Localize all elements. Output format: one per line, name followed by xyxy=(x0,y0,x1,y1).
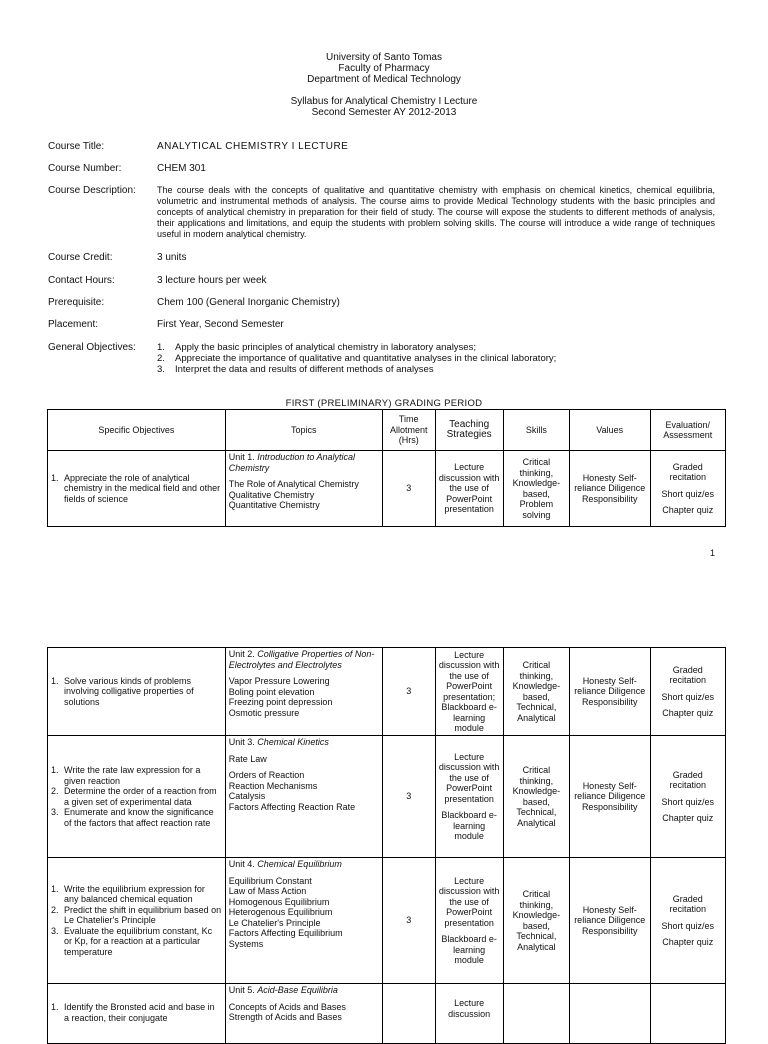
table-row xyxy=(48,736,726,858)
strategies-cell: Lecture discussion with the use of PowerPoint presentation xyxy=(435,451,503,527)
specific-objectives-cell: 1. Appreciate the role of analytical chemistry in the medical field and other fields of science xyxy=(48,451,226,527)
department-name: Department of Medical Technology xyxy=(307,74,461,85)
table-row xyxy=(48,858,726,984)
strategies-cell: Lecture discussion with the use of PowerPoint presentation; Blackboard e-learning module xyxy=(435,648,503,736)
skills-cell: Critical thinking, Knowledge-based, Technical, Analytical xyxy=(503,858,569,984)
placement-label: Placement: xyxy=(48,319,99,330)
time-cell: 3 xyxy=(382,858,435,984)
time-cell: 3 xyxy=(382,451,435,527)
page-number: 1 xyxy=(710,548,716,558)
contact-hours-value: 3 lecture hours per week xyxy=(157,275,267,286)
skills-cell xyxy=(503,984,569,1044)
table-row xyxy=(48,984,726,1044)
skills-cell: Critical thinking, Knowledge-based, Technical, Analytical xyxy=(503,736,569,858)
course-number-label: Course Number: xyxy=(48,163,122,174)
course-description-label: Course Description: xyxy=(48,185,136,196)
table-header-row xyxy=(48,410,726,451)
header-skills: Skills xyxy=(503,410,569,451)
header-topics: Topics xyxy=(225,410,382,451)
evaluation-cell: Graded recitation Short quiz/es Chapter quiz xyxy=(650,736,725,858)
evaluation-cell: Graded recitation Short quiz/es Chapter quiz xyxy=(650,648,725,736)
table-row xyxy=(48,648,726,736)
topics-cell: Unit 3. Chemical Kinetics Rate Law Orders of Reaction Reaction Mechanisms Catalysis Factors Affecting Reaction Rate xyxy=(225,736,382,858)
time-cell xyxy=(382,984,435,1044)
course-title-value: ANALYTICAL CHEMISTRY I LECTURE xyxy=(157,141,349,152)
general-objectives-label: General Objectives: xyxy=(48,342,136,353)
course-number-value: CHEM 301 xyxy=(157,163,206,174)
evaluation-cell: Graded recitation Short quiz/es Chapter quiz xyxy=(650,451,725,527)
grading-period-title: FIRST (PRELIMINARY) GRADING PERIOD xyxy=(285,398,483,409)
prerequisite-label: Prerequisite: xyxy=(48,297,105,308)
prerequisite-value: Chem 100 (General Inorganic Chemistry) xyxy=(157,297,340,308)
strategies-cell: Lecture discussion with the use of PowerPoint presentation Blackboard e-learning module xyxy=(435,736,503,858)
time-cell: 3 xyxy=(382,648,435,736)
syllabus-table-page2 xyxy=(47,647,726,1044)
specific-objectives-cell: 1. Write the equilibrium expression for any balanced chemical equation 2. Predict the shift in equilibrium based on Le Chatelier's Principle 3. Evaluate the equilibrium constant, Kc or Kp, for a reaction at a particular temperature xyxy=(48,858,226,984)
university-name: University of Santo Tomas xyxy=(326,52,442,63)
course-credit-label: Course Credit: xyxy=(48,252,113,263)
skills-cell: Critical thinking, Knowledge-based, Technical, Analytical xyxy=(503,648,569,736)
values-cell: Honesty Self-reliance Diligence Responsibility xyxy=(569,451,650,527)
specific-objectives-cell: 1. Solve various kinds of problems involving colligative properties of solutions xyxy=(48,648,226,736)
topics-cell: Unit 4. Chemical Equilibrium Equilibrium Constant Law of Mass Action Homogenous Equilibrium Heterogenous Equilibrium Le Chatelier's Principle Factors Affecting Equilibrium Systems xyxy=(225,858,382,984)
evaluation-cell xyxy=(650,984,725,1044)
syllabus-title: Syllabus for Analytical Chemistry I Lecture xyxy=(290,96,478,107)
values-cell: Honesty Self-reliance Diligence Responsibility xyxy=(569,736,650,858)
topics-cell: Unit 5. Acid-Base Equilibria Concepts of Acids and Bases Strength of Acids and Bases xyxy=(225,984,382,1044)
general-objective: 2. Appreciate the importance of qualitative and quantitative analyses in the clinical laboratory; xyxy=(157,353,557,364)
values-cell xyxy=(569,984,650,1044)
course-title-label: Course Title: xyxy=(48,141,105,152)
values-cell: Honesty Self-reliance Diligence Responsibility xyxy=(569,858,650,984)
specific-objectives-cell: 1. Identify the Bronsted acid and base in a reaction, their conjugate xyxy=(48,984,226,1044)
topics-cell: Unit 2. Colligative Properties of Non-Electrolytes and Electrolytes Vapor Pressure Lowering Boling point elevation Freezing point depression Osmotic pressure xyxy=(225,648,382,736)
general-objective: 1. Apply the basic principles of analytical chemistry in laboratory analyses; xyxy=(157,342,476,353)
time-cell: 3 xyxy=(382,736,435,858)
course-credit-value: 3 units xyxy=(157,252,187,263)
document-header xyxy=(0,52,768,85)
header-strategies: Teaching Strategies xyxy=(435,410,503,451)
placement-value: First Year, Second Semester xyxy=(157,319,284,330)
evaluation-cell: Graded recitation Short quiz/es Chapter quiz xyxy=(650,858,725,984)
general-objectives-list xyxy=(157,342,717,375)
contact-hours-label: Contact Hours: xyxy=(48,275,115,286)
course-description-value: The course deals with the concepts of qualitative and quantitative chemistry with emphasis on chemical kinetics, chemical equilibria, volumetric and instrumental methods of analysis. The course aims to provide Medical Technology students with the basic principles and concepts of analytical chemistry in preparation for their field of study. The course will expose the students to different methods of analysis, their applications and limitations, and equip the students with problem solving skills. The course will introduce a wide range of techniques useful in modern analytical chemistry. xyxy=(157,185,715,239)
specific-objectives-cell: 1. Write the rate law expression for a given reaction 2. Determine the order of a reaction from a given set of experimental data 3. Enumerate and know the significance of the factors that affect reaction rate xyxy=(48,736,226,858)
header-evaluation: Evaluation/ Assessment xyxy=(650,410,725,451)
header-objectives: Specific Objectives xyxy=(48,410,226,451)
semester-label: Second Semester AY 2012-2013 xyxy=(311,107,457,118)
faculty-name: Faculty of Pharmacy xyxy=(338,63,430,74)
topics-cell: Unit 1. Introduction to Analytical Chemistry The Role of Analytical Chemistry Qualitative Chemistry Quantitative Chemistry xyxy=(225,451,382,527)
skills-cell: Critical thinking, Knowledge-based, Problem solving xyxy=(503,451,569,527)
header-values: Values xyxy=(569,410,650,451)
syllabus-heading xyxy=(0,96,768,118)
strategies-cell: Lecture discussion xyxy=(435,984,503,1044)
general-objective: 3. Interpret the data and results of different methods of analyses xyxy=(157,364,434,375)
values-cell: Honesty Self-reliance Diligence Responsibility xyxy=(569,648,650,736)
strategies-cell: Lecture discussion with the use of PowerPoint presentation Blackboard e-learning module xyxy=(435,858,503,984)
header-time: Time Allotment (Hrs) xyxy=(382,410,435,451)
table-row xyxy=(48,451,726,527)
syllabus-table-page1 xyxy=(47,409,726,527)
